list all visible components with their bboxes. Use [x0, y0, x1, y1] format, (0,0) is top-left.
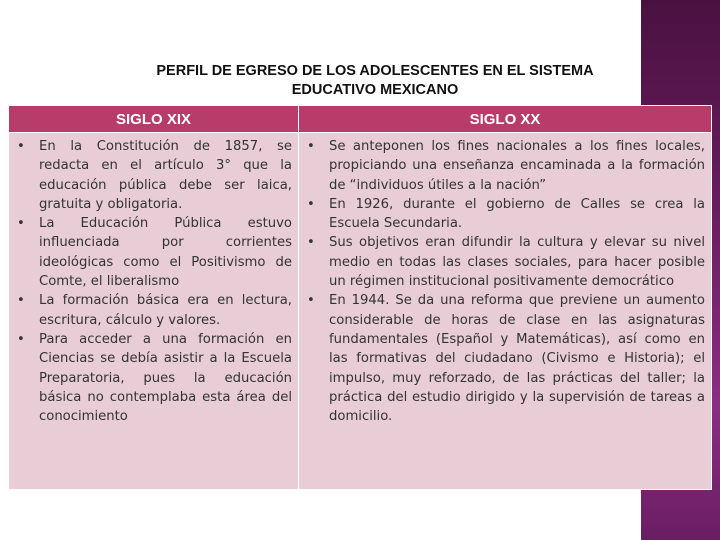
list-item: • En la Constitución de 1857, se redacta en el artículo 3° que la educación pública debe ser laica, gratuita y obligatoria.	[39, 137, 292, 214]
list-item: • En 1944. Se da una reforma que previene un aumento considerable de horas de clase en las asignaturas fundamentales (Español y Matemáticas), así como en las formativas del ciudadano (Civismo e Historia); el impulso, muy reforzado, de las prácticas del taller; la práctica del estudio dirigido y la supervisión de tareas a domicilio.	[329, 291, 705, 426]
title-line-1: PERFIL DE EGRESO DE LOS ADOLESCENTES EN EL SISTEMA	[156, 63, 594, 79]
list-item: • Sus objetivos eran difundir la cultura y elevar su nivel medio en todas las clases sociales, para hacer posible un régimen institucional positivamente democrático	[329, 233, 705, 291]
list-item: • La Educación Pública estuvo influenciada por corrientes ideológicas como el Positivismo de Comte, el liberalismo	[39, 214, 292, 291]
list-item: • En 1926, durante el gobierno de Calles se crea la Escuela Secundaria.	[329, 195, 705, 234]
siglo-xx-cell	[299, 133, 712, 490]
title-line-2: EDUCATIVO MEXICANO	[291, 82, 459, 98]
siglo-xix-cell	[9, 133, 299, 490]
list-item: • La formación básica era en lectura, escritura, cálculo y valores.	[39, 291, 292, 330]
page-title	[100, 62, 650, 100]
header-siglo-xx: SIGLO XX	[299, 106, 712, 133]
comparison-table	[8, 105, 712, 490]
list-item: • Para acceder a una formación en Ciencias se debía asistir a la Escuela Preparatoria, pues la educación básica no contemplaba esta área del conocimiento	[39, 330, 292, 426]
header-siglo-xix: SIGLO XIX	[9, 106, 299, 133]
list-item: • Se anteponen los fines nacionales a los fines locales, propiciando una enseñanza encaminada a la formación de “individuos útiles a la nación”	[329, 137, 705, 195]
